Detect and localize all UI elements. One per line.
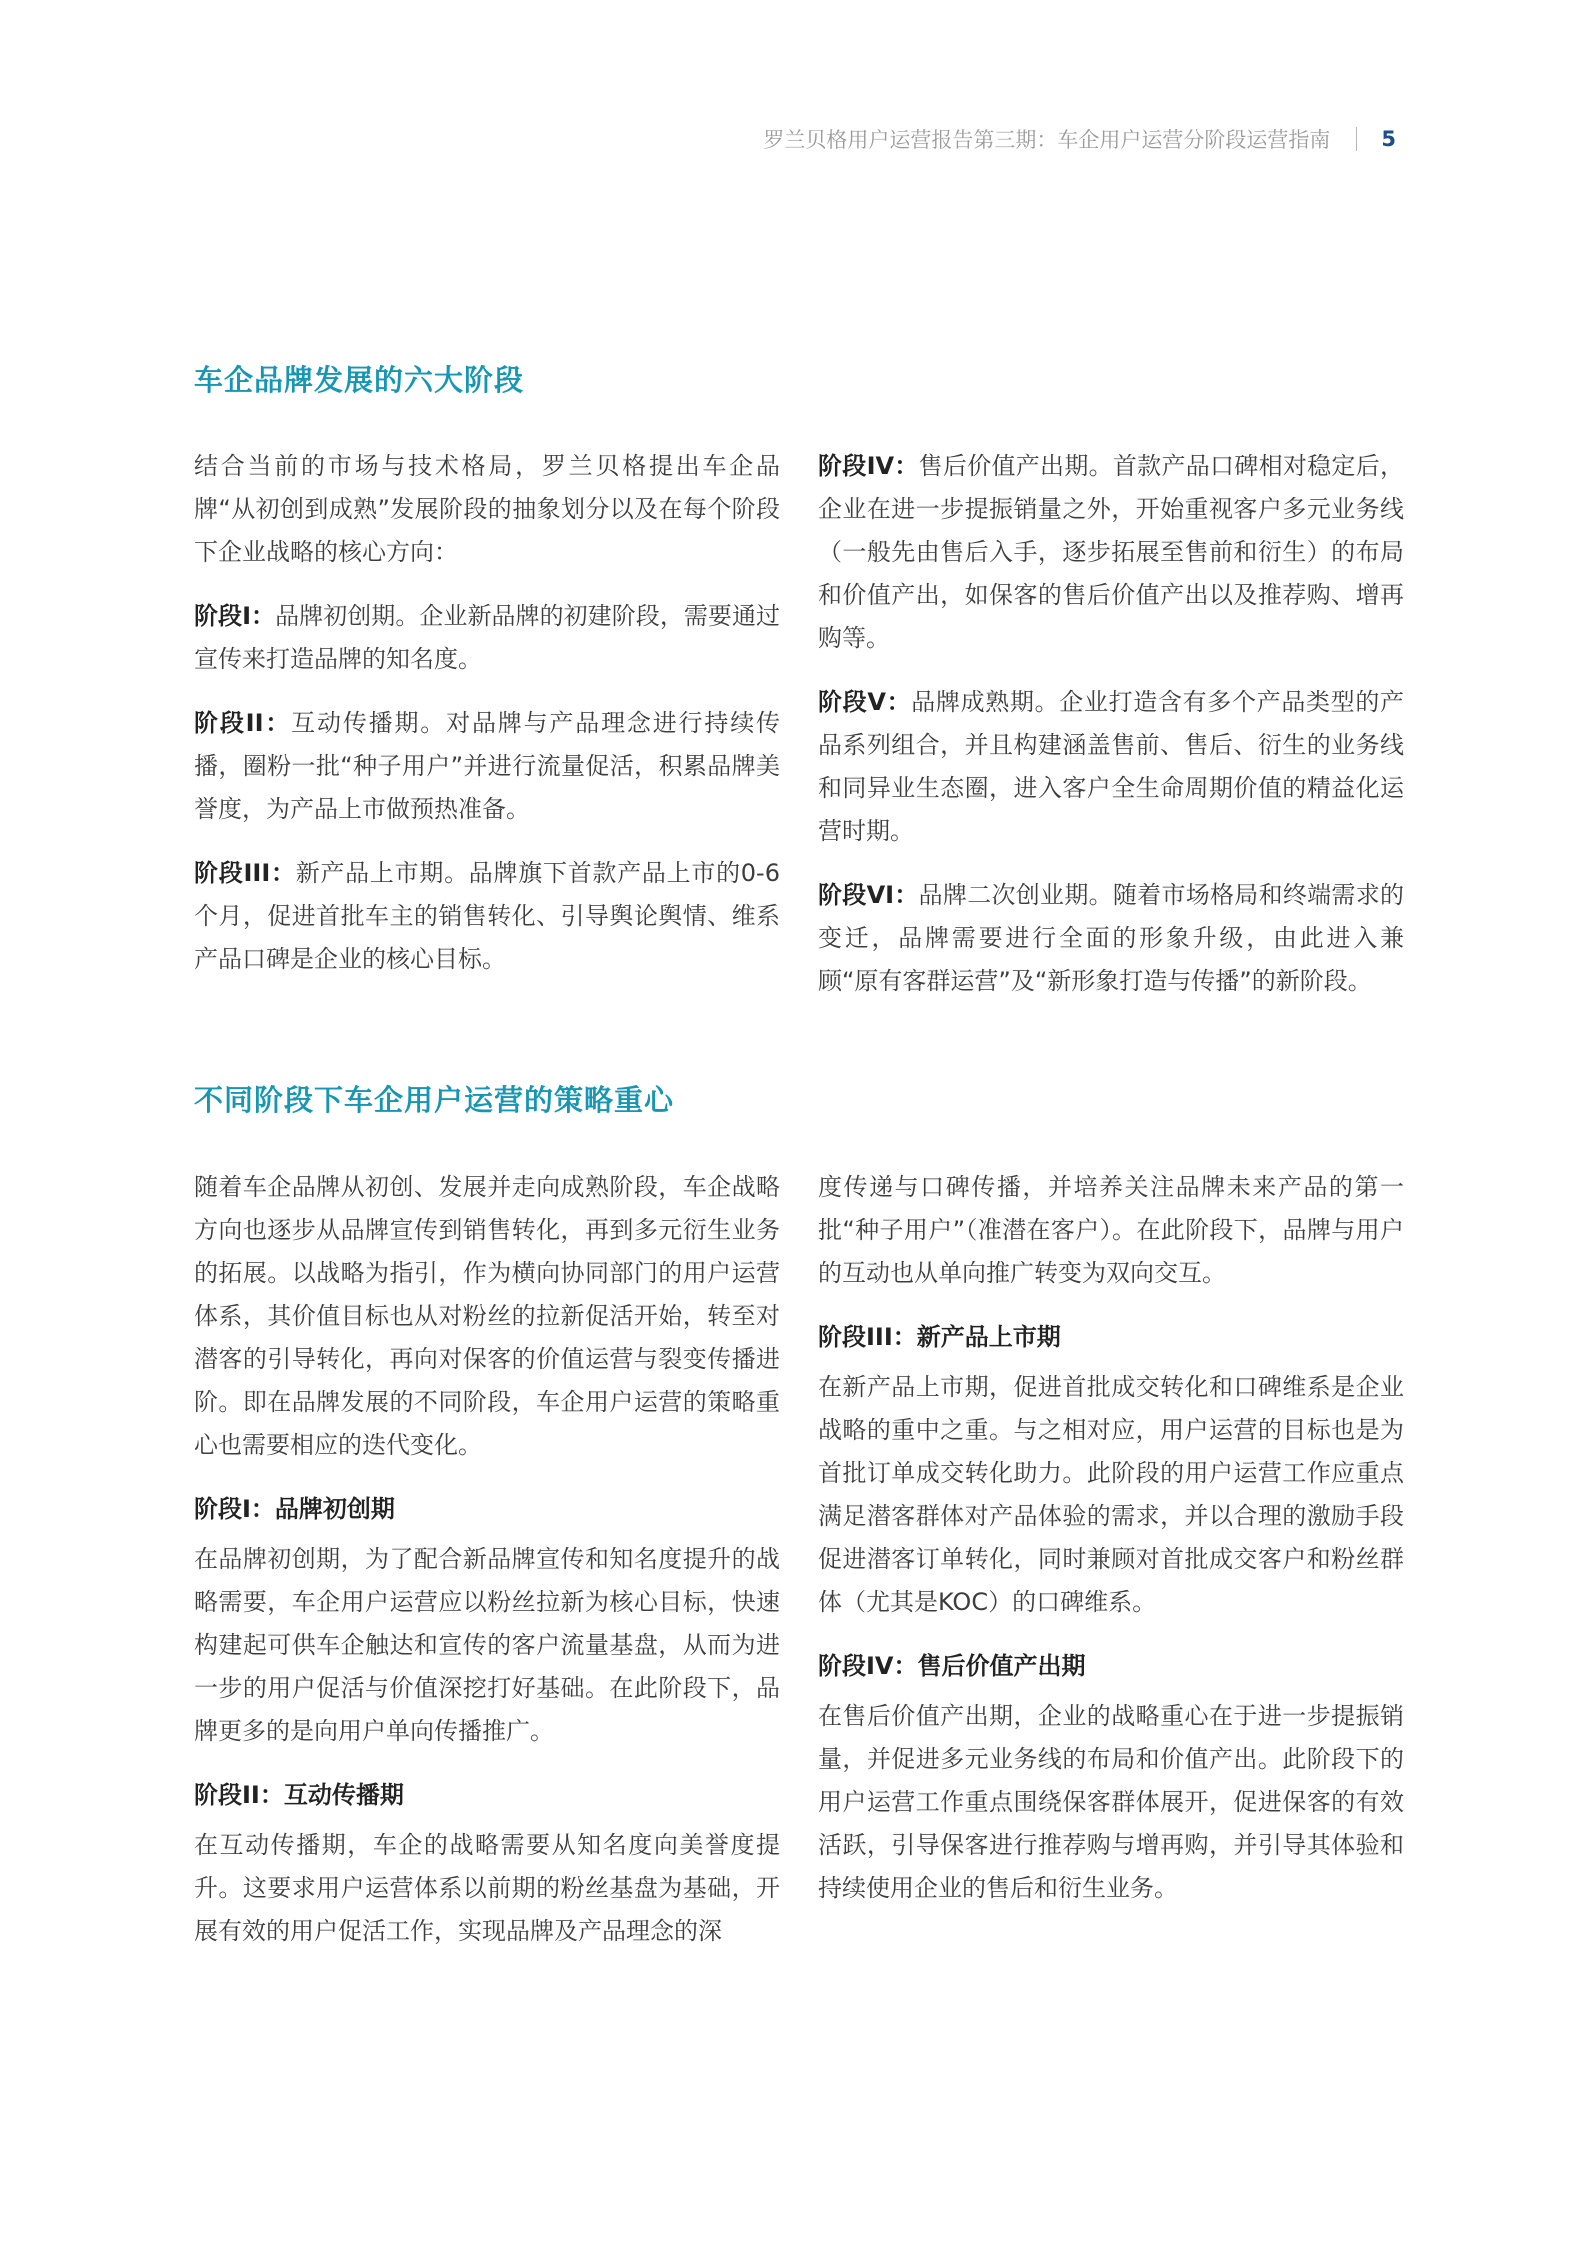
stage-label: 阶段II： [194, 709, 292, 737]
stage-paragraph: 在售后价值产出期，企业的战略重心在于进一步提振销量，并促进多元业务线的布局和价值产出。此阶段下的用户运营工作重点围绕保客群体展开，促进保客的有效活跃，引导保客进行推荐购与增再购，并引导其体验和持续使用企业的售后和衍生业务。 [818, 1702, 1404, 1902]
stage-paragraph: 度传递与口碑传播，并培养关注品牌未来产品的第一批“种子用户”（准潜在客户）。在此阶段下，品牌与用户的互动也从单向推广转变为双向交互。 [818, 1173, 1404, 1287]
page-number: 5 [1381, 127, 1396, 151]
right-column [818, 445, 1404, 1024]
page-header [763, 124, 1396, 154]
stage-heading: 阶段III：新产品上市期 [818, 1323, 1061, 1351]
stage-text: 品牌初创期。企业新品牌的初建阶段，需要通过宣传来打造品牌的知名度。 [194, 602, 780, 673]
stage-paragraph: 在新产品上市期，促进首批成交转化和口碑维系是企业战略的重中之重。与之相对应，用户运营的目标也是为首批订单成交转化助力。此阶段的用户运营工作应重点满足潜客群体对产品体验的需求，并以合理的激励手段促进潜客订单转化，同时兼顾对首批成交客户和粉丝群体（尤其是KOC）的口碑维系。 [818, 1373, 1404, 1616]
stage-heading: 阶段IV：售后价值产出期 [818, 1652, 1086, 1680]
stage-paragraph [194, 702, 780, 831]
stage-text: 售后价值产出期。首款产品口碑相对稳定后，企业在进一步提振销量之外，开始重视客户多元业务线（一般先由售后入手，逐步拓展至售前和衍生）的布局和价值产出，如保客的售后价值产出以及推荐购、增再购等。 [818, 452, 1404, 652]
stage-text: 品牌二次创业期。随着市场格局和终端需求的变迁，品牌需要进行全面的形象升级，由此进入兼顾“原有客群运营”及“新形象打造与传播”的新阶段。 [818, 881, 1404, 995]
stage-heading: 阶段I：品牌初创期 [194, 1495, 395, 1523]
stage-label: 阶段III： [194, 859, 296, 887]
stage-label: 阶段IV： [818, 452, 919, 480]
stage-label: 阶段VI： [818, 881, 919, 909]
stage-paragraph [194, 852, 780, 981]
left-column [194, 1166, 780, 1974]
header-divider [1356, 127, 1357, 151]
stage-paragraph: 在品牌初创期，为了配合新品牌宣传和知名度提升的战略需要，车企用户运营应以粉丝拉新为核心目标，快速构建起可供车企触达和宣传的客户流量基盘，从而为进一步的用户促活与价值深挖打好基础。在此阶段下，品牌更多的是向用户单向传播推广。 [194, 1545, 780, 1745]
intro-paragraph: 结合当前的市场与技术格局，罗兰贝格提出车企品牌“从初创到成熟”发展阶段的抽象划分以及在每个阶段下企业战略的核心方向： [194, 452, 780, 566]
stage-text: 互动传播期。对品牌与产品理念进行持续传播，圈粉一批“种子用户”并进行流量促活，积累品牌美誉度，为产品上市做预热准备。 [194, 709, 781, 823]
stage-label: 阶段I： [194, 602, 276, 630]
stage-text: 新产品上市期。品牌旗下首款产品上市的0-6个月，促进首批车主的销售转化、引导舆论舆情、维系产品口碑是企业的核心目标。 [194, 859, 780, 973]
report-title: 罗兰贝格用户运营报告第三期：车企用户运营分阶段运营指南 [763, 128, 1331, 152]
stage-heading: 阶段II：互动传播期 [194, 1781, 404, 1809]
stage-label: 阶段V： [818, 688, 912, 716]
section-strategy-focus [194, 1080, 1404, 1974]
stage-paragraph: 在互动传播期，车企的战略需要从知名度向美誉度提升。这要求用户运营体系以前期的粉丝基盘为基础，开展有效的用户促活工作，实现品牌及产品理念的深 [194, 1831, 780, 1945]
stage-paragraph [818, 874, 1404, 1003]
section-six-stages [194, 360, 1404, 1024]
section-title: 车企品牌发展的六大阶段 [194, 363, 525, 397]
intro-paragraph: 随着车企品牌从初创、发展并走向成熟阶段，车企战略方向也逐步从品牌宣传到销售转化，再到多元衍生业务的拓展。以战略为指引，作为横向协同部门的用户运营体系，其价值目标也从对粉丝的拉新促活开始，转至对潜客的引导转化，再向对保客的价值运营与裂变传播进阶。即在品牌发展的不同阶段，车企用户运营的策略重心也需要相应的迭代变化。 [194, 1173, 780, 1459]
stage-text: 品牌成熟期。企业打造含有多个产品类型的产品系列组合，并且构建涵盖售前、售后、衍生的业务线和同异业生态圈，进入客户全生命周期价值的精益化运营时期。 [818, 688, 1405, 845]
section-title: 不同阶段下车企用户运营的策略重心 [194, 1083, 675, 1117]
stage-paragraph [818, 445, 1404, 660]
stage-paragraph [818, 681, 1404, 853]
right-column [818, 1166, 1404, 1974]
stage-paragraph [194, 595, 780, 681]
left-column [194, 445, 780, 1024]
